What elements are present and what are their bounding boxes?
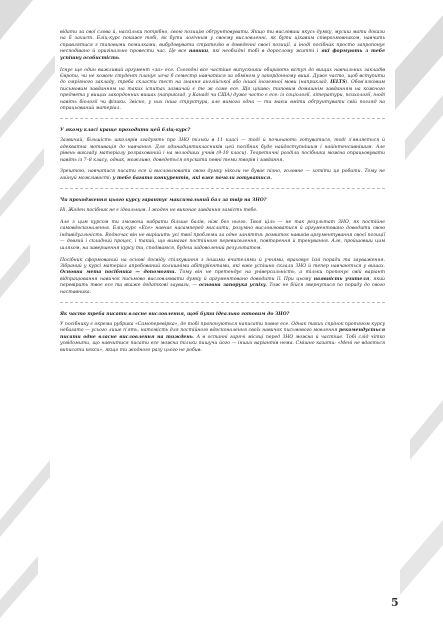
page-number: 5: [391, 596, 399, 609]
paragraph-goal: Але з цим курсом ти зможеш набрати більше балів, ніж без нього. Твоя ціль — не так результат ЗНО, як постійне самовдосконалення. Бліц-курс «Есе» навчає насамперед мислити, розумно висловлюватися й аргументовано доводити свою індивідуальність. Водночас він не вирішить усі твої проблеми за одне заняття: розвиток навиків аргументування своєї позиції — довгий і складний процес, і такий, що вимагає постійного перевисвлення, повторення й тренування. Але, пройшовши цим шляхом, на завершення курсу ти, сподіваюся, будеш задоволений результатом.: [60, 220, 385, 251]
question-heading-3: Як часто треба писати власне висловлення, щоб бути ідеально готовим до ЗНО?: [60, 311, 290, 317]
paragraph-frequency: У посібнику є окрема рубрика «Самоперевірка», де тобі пропонуються написати повне есе. Однак таких спрінок протягом курсу небагато — усього лише п’ять, натомість для постійного вдосконалення своїх навичок письмового мовлення рекомендується писати одне власне висловлення на тиждень. А в останні гарячі місяці перед ЗНО можна й частіше. Тобі слід чітко усвідомити, що навчитися писати есе можна тільки пишучи його — інших варіантів нема. Смішно казати: «Мені не вдається виписати кекси», якщо ти жодного разу цього не робив.: [60, 321, 385, 353]
question-heading-2: Чи проходження цього курсу гарантує максимальний бал за твір на ЗНО?: [60, 197, 267, 203]
divider: [60, 302, 385, 303]
paragraph-motivation: Зрештою, навчатися писати есе й висловлювати свою думку ніколи не буває пізно, головне — хотіти це робити. Тому не гайнуй можливості: у тебе багато конкурентів, які вже почали готуватися.: [60, 169, 385, 181]
page-content: [60, 30, 385, 359]
paragraph-experience: Посібник сформований на основі досвіду спілкування з іншими вчителями й учнями, враховує їхні поради та зауваження. Зібраний у курсі матеріал апробований колишніми абітурієнтами, які вже успішно склали ЗНО й тепер навчаються у вишах. Основна мета посібника — допомогти. Тому він не претендує на універсальність, а тільки пропонує свій варіант відпрацювання навичок письмово висловлювати думку й аргументовано доводити її. При цьому наявність учителя, який перевірить твоє есе та вкаже додаткові зауваги, — основна запорука успіху. Тож не бійся звернутися по пораду до свого наставника.: [60, 257, 385, 295]
paragraph-intro: відати за свої слова й, наскільки потрібно, свою позицію обґрунтовувати. Якщо ти висловиш якусь думку, мусиш мати докази на її захист. Бліц-курс покаже тобі, як бути логічним у своєму висловленні, як бути цікавим співрозмовником, навчить справлятися з типовими помилками, вибудовувати стратегію в доведенні своєї позиції, а іноді посібник просто запропонує несподівано й оригінально провести час. Це все навики, які необхідні тобі в дорослому житті і які формують з тебе успішну особистість.: [60, 30, 385, 61]
paragraph-no-guarantee: Ні. Жоден посібник не є ідеальним. І жоден не виконає завдання замість тебе.: [60, 208, 258, 214]
paragraph-class: Зазвичай, більшість школярів згадують про ЗНО тільки в 11 класі — тоді й починають готуватися, тоді з’являється й адекватна мотивація до навчання. Для одинадцятикласників цей посібник буде найдоступнішим і найінтенсивнішим. Але рівень викладу матеріалу розрахований і на молодших учнів (9-10 класи). Теоретичні розділи посібника можна опрацьовувати навіть із 7–8 класу, однак, можливо, доведеться опускати певні теми творів і завдання.: [60, 138, 385, 163]
divider: [60, 188, 385, 189]
paragraph-argument: Існує ще один важливий аргумент «за» есе. Сьогодні все частіше випускники обирають вступ до вищих навчальних закладів Європи, чи не кожен студент планує хоча б семестр навчатися за обміном у закордонному виші. Дуже часто, щоб вступити до омріяного закладу, треба скласти тест на знання англійської або іншої іноземної мови (наприклад, IELTS). Обов’язковим письмовим завданням на таких іспитах зазвичай є те ж саме есе. Що цікаво: типовим домашнім завданням на кожного предмета у вищих закордонних вишах (наприклад, у Канаді чи США) дуже часто є есе: із соціології, літератури, психології, іноді навіть біології чи фізики. Звісно, у них інша структура, але вимога одна — ти маєш вміти обґрунтувати свій погляд на опрацьований матеріал.: [60, 67, 385, 111]
divider: [60, 118, 385, 119]
question-heading-1: У якому класі краще проходити цей бліц-курс?: [60, 127, 191, 133]
